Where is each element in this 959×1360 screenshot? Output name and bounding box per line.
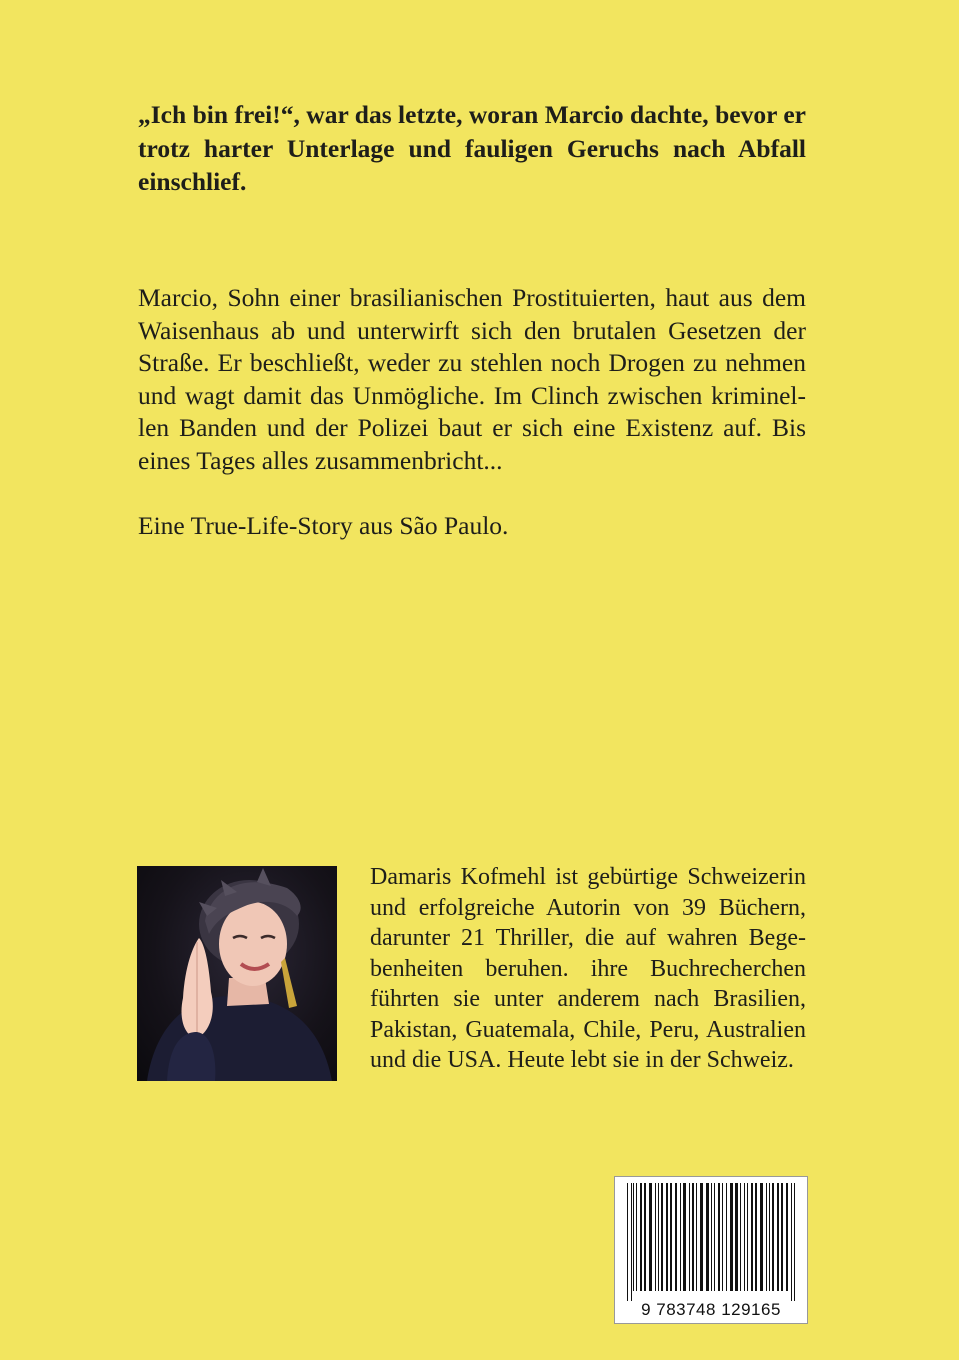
barcode-bar bbox=[640, 1183, 642, 1291]
barcode-bar bbox=[751, 1183, 753, 1291]
barcode-bar bbox=[769, 1183, 770, 1291]
barcode-bar bbox=[675, 1183, 677, 1291]
barcode-bar bbox=[766, 1183, 767, 1291]
barcode-bar bbox=[661, 1183, 663, 1291]
barcode-bar bbox=[794, 1183, 795, 1301]
barcode-bar bbox=[760, 1183, 763, 1291]
barcode-bar bbox=[718, 1183, 720, 1291]
barcode-bar bbox=[777, 1183, 779, 1291]
barcode-bar bbox=[649, 1183, 652, 1291]
barcode-bar bbox=[726, 1183, 727, 1291]
barcode-bar bbox=[696, 1183, 697, 1291]
barcode-bar bbox=[706, 1183, 709, 1291]
back-cover-quote: „Ich bin frei!“, war das letzte, woran Marcio dachte, bevor er trotz harter Unterlage und fauligen Geruchs nach Abfall einschlief. bbox=[138, 100, 806, 196]
barcode-bar bbox=[680, 1183, 681, 1291]
barcode-bar bbox=[772, 1183, 774, 1291]
barcode-bar bbox=[755, 1183, 757, 1291]
barcode-bar bbox=[740, 1183, 741, 1291]
barcode-bar bbox=[735, 1183, 738, 1291]
barcode-bar bbox=[666, 1183, 668, 1291]
barcode-bar bbox=[633, 1183, 634, 1291]
barcode-bar bbox=[658, 1183, 659, 1291]
barcode-bar bbox=[644, 1183, 646, 1291]
barcode-bar bbox=[700, 1183, 703, 1291]
barcode-bar bbox=[692, 1183, 694, 1291]
barcode-bar bbox=[627, 1183, 628, 1301]
barcode-bar bbox=[711, 1183, 712, 1291]
barcode-bar bbox=[683, 1183, 686, 1291]
book-tagline: Eine True-Life-Story aus São Paulo. bbox=[138, 511, 509, 540]
isbn-barcode bbox=[614, 1176, 808, 1324]
barcode-bar bbox=[631, 1183, 632, 1301]
barcode-bar bbox=[714, 1183, 715, 1291]
barcode-bar bbox=[722, 1183, 723, 1291]
barcode-bar bbox=[747, 1183, 748, 1291]
barcode-bar bbox=[786, 1183, 788, 1291]
barcode-bar bbox=[781, 1183, 783, 1291]
author-bio: Damaris Kofmehl ist gebürtige Schweizerin und erfolgreiche Autorin von 39 Büchern, darunter 21 Thriller, die auf wahren Begebenheiten beruhen. ihre Buchrecherchen führten sie unter anderem nach Brasilien, Pakistan, Guatemala, Chile, Peru, Australien und die USA. Heute lebt sie in der Schweiz. bbox=[370, 864, 806, 1073]
barcode-bar bbox=[636, 1183, 637, 1291]
barcode-bar bbox=[655, 1183, 656, 1291]
barcode-bar bbox=[791, 1183, 792, 1301]
author-photo bbox=[137, 866, 337, 1081]
barcode-bar bbox=[689, 1183, 690, 1291]
isbn-number: 9 783748 129165 bbox=[641, 1300, 781, 1319]
book-blurb: Marcio, Sohn einer brasilianischen Prostituierten, haut aus dem Waisenhaus ab und unterwirft sich den brutalen Gesetzen der Straße. Er beschließt, weder zu stehlen noch Drogen zu nehmen und wagt damit das Unmögliche. Im Clinch zwischen kriminellen Banden und der Polizei baut er sich eine Existenz auf. Bis eines Tages alles zusammenbricht... bbox=[138, 283, 806, 475]
barcode-bar bbox=[730, 1183, 733, 1291]
barcode-bar bbox=[670, 1183, 672, 1291]
barcode-bar bbox=[744, 1183, 745, 1291]
